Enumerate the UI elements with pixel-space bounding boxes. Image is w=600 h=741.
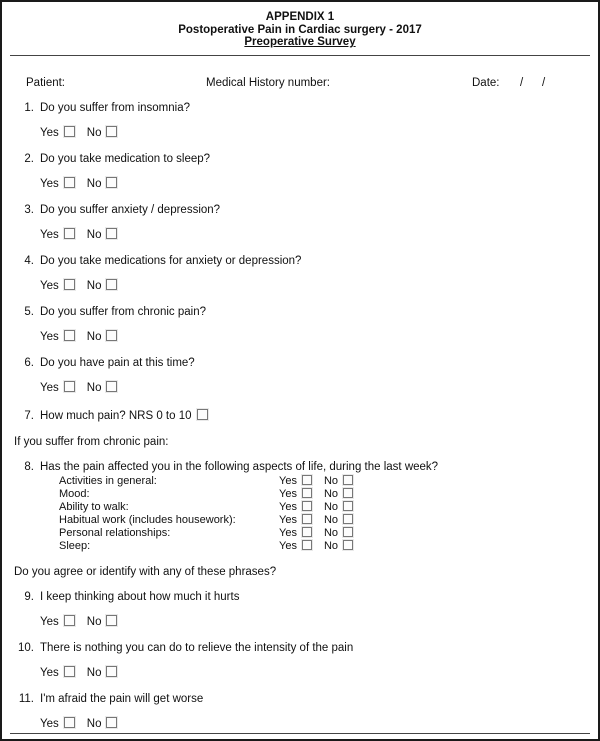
matrix-row [59, 488, 586, 501]
yesno-row [40, 666, 586, 680]
no-checkbox[interactable] [343, 475, 353, 485]
no-checkbox[interactable] [106, 717, 117, 728]
yesno-group [279, 527, 353, 539]
question-number: 10. [18, 641, 34, 654]
yes-checkbox[interactable] [302, 540, 312, 550]
question-line [14, 409, 586, 423]
question-text: Do you take medications for anxiety or depression? [40, 254, 302, 267]
questions-area [14, 103, 586, 731]
identification-row [14, 77, 586, 90]
yes-checkbox[interactable] [64, 717, 75, 728]
yes-label: Yes [279, 514, 297, 527]
question-text: Has the pain affected you in the following aspects of life, during the last week? [40, 460, 439, 473]
date-slash: / [520, 76, 524, 89]
yes-checkbox[interactable] [302, 488, 312, 498]
question-text: Do you suffer from chronic pain? [40, 305, 206, 318]
yes-label: Yes [40, 382, 59, 394]
date-label: Date: [472, 76, 500, 89]
form-body [2, 77, 598, 731]
question-line [14, 154, 586, 166]
yesno-row [40, 177, 586, 191]
no-label: No [323, 539, 339, 552]
question-text: I keep thinking about how much it hurts [40, 590, 240, 603]
no-label: No [86, 616, 102, 629]
yes-checkbox[interactable] [64, 177, 75, 188]
no-checkbox[interactable] [106, 330, 117, 341]
yes-checkbox[interactable] [64, 126, 75, 137]
no-checkbox[interactable] [343, 540, 353, 550]
yesno-row [40, 228, 586, 242]
question-number: 11. [18, 692, 34, 705]
question-text: How much pain? NRS 0 to 10 [40, 409, 192, 422]
question-line [14, 307, 586, 319]
question-line [14, 462, 586, 474]
matrix-item-label: Habitual work (includes housework): [59, 514, 236, 527]
footer-rule [10, 733, 590, 734]
matrix-row [59, 514, 586, 527]
no-label: No [86, 331, 102, 343]
yesno-row [40, 615, 586, 629]
no-checkbox[interactable] [343, 501, 353, 511]
yes-checkbox[interactable] [64, 330, 75, 341]
matrix-item-label: Ability to walk: [59, 501, 129, 514]
matrix-row [59, 501, 586, 514]
yesno-group [279, 488, 353, 500]
yes-label: Yes [40, 667, 59, 680]
question-number: 2. [24, 152, 34, 165]
no-label: No [86, 382, 102, 394]
no-label: No [323, 514, 339, 527]
matrix-item-label: Personal relationships: [59, 527, 171, 539]
question-text: I'm afraid the pain will get worse [40, 692, 204, 705]
no-label: No [86, 718, 102, 731]
yesno-row [40, 126, 586, 140]
appendix-title: APPENDIX 1 [265, 11, 335, 23]
no-checkbox[interactable] [106, 615, 117, 626]
yes-label: Yes [40, 178, 59, 190]
yes-checkbox[interactable] [64, 666, 75, 677]
yesno-group [279, 540, 353, 552]
no-label: No [323, 488, 339, 501]
question-text: Do you take medication to sleep? [40, 152, 211, 165]
no-label: No [86, 229, 102, 241]
question-line [14, 643, 586, 655]
no-checkbox[interactable] [106, 666, 117, 677]
no-checkbox[interactable] [106, 228, 117, 239]
yes-label: Yes [40, 718, 59, 731]
no-checkbox[interactable] [343, 488, 353, 498]
no-checkbox[interactable] [343, 527, 353, 537]
no-checkbox[interactable] [106, 177, 117, 188]
no-label: No [323, 475, 339, 488]
no-label: No [86, 280, 102, 292]
yes-label: Yes [40, 229, 59, 241]
matrix-item-label: Mood: [59, 488, 90, 501]
no-label: No [323, 501, 339, 514]
section-note: Do you agree or identify with any of these phrases? [14, 566, 277, 579]
yes-checkbox[interactable] [302, 475, 312, 485]
date-slash: / [542, 76, 546, 89]
question-number: 5. [24, 305, 34, 318]
no-label: No [86, 667, 102, 680]
no-checkbox[interactable] [106, 126, 117, 137]
page-header [2, 2, 598, 49]
yes-label: Yes [279, 539, 297, 552]
yesno-group [279, 475, 353, 487]
medical-history-label: Medical History number: [206, 76, 330, 89]
survey-title: Postoperative Pain in Cardiac surgery - 2017 [178, 23, 422, 36]
yes-label: Yes [279, 527, 297, 539]
no-checkbox[interactable] [106, 279, 117, 290]
yes-checkbox[interactable] [302, 527, 312, 537]
section-note: If you suffer from chronic pain: [14, 436, 169, 448]
yes-checkbox[interactable] [64, 381, 75, 392]
yes-checkbox[interactable] [64, 615, 75, 626]
matrix-row [59, 527, 586, 540]
yes-label: Yes [40, 280, 59, 292]
header-rule [10, 55, 590, 56]
question-number: 9. [24, 590, 34, 603]
question-line [14, 103, 586, 115]
yes-label: Yes [40, 616, 59, 629]
yes-checkbox[interactable] [302, 514, 312, 524]
question-text: Do you have pain at this time? [40, 356, 195, 369]
yesno-row [40, 717, 586, 731]
question-text: Do you suffer from insomnia? [40, 101, 190, 114]
no-label: No [323, 527, 339, 539]
question-number: 8. [24, 460, 34, 473]
question-number: 3. [24, 203, 34, 216]
question-number: 1. [24, 101, 34, 114]
no-checkbox[interactable] [106, 381, 117, 392]
question-number: 6. [24, 356, 34, 369]
yes-label: Yes [279, 475, 297, 488]
no-checkbox[interactable] [343, 514, 353, 524]
yes-checkbox[interactable] [64, 228, 75, 239]
yes-label: Yes [279, 501, 297, 514]
question-number: 7. [24, 409, 34, 422]
yesno-group [279, 501, 353, 513]
yesno-row [40, 279, 586, 293]
yes-checkbox[interactable] [302, 501, 312, 511]
question-line [14, 694, 586, 706]
question-text: Do you suffer anxiety / depression? [40, 203, 221, 216]
yes-label: Yes [279, 488, 297, 501]
patient-label: Patient: [26, 76, 65, 89]
matrix-row [59, 539, 586, 552]
matrix-item-label: Activities in general: [59, 475, 157, 488]
aspects-matrix [14, 475, 586, 552]
question-line [14, 358, 586, 370]
no-label: No [86, 178, 102, 190]
question-line [14, 205, 586, 217]
question-line [14, 256, 586, 268]
nrs-score-checkbox[interactable] [197, 409, 208, 420]
no-label: No [86, 127, 102, 139]
matrix-item-label: Sleep: [59, 539, 91, 552]
question-number: 4. [24, 254, 34, 267]
yesno-group [279, 514, 353, 526]
question-line [14, 592, 586, 604]
survey-subtitle: Preoperative Survey [244, 36, 356, 48]
matrix-row [59, 475, 586, 488]
yes-label: Yes [40, 331, 59, 343]
question-text: There is nothing you can do to relieve the intensity of the pain [40, 641, 354, 654]
yesno-row [40, 330, 586, 344]
yes-label: Yes [40, 127, 59, 139]
yesno-row [40, 381, 586, 395]
yes-checkbox[interactable] [64, 279, 75, 290]
